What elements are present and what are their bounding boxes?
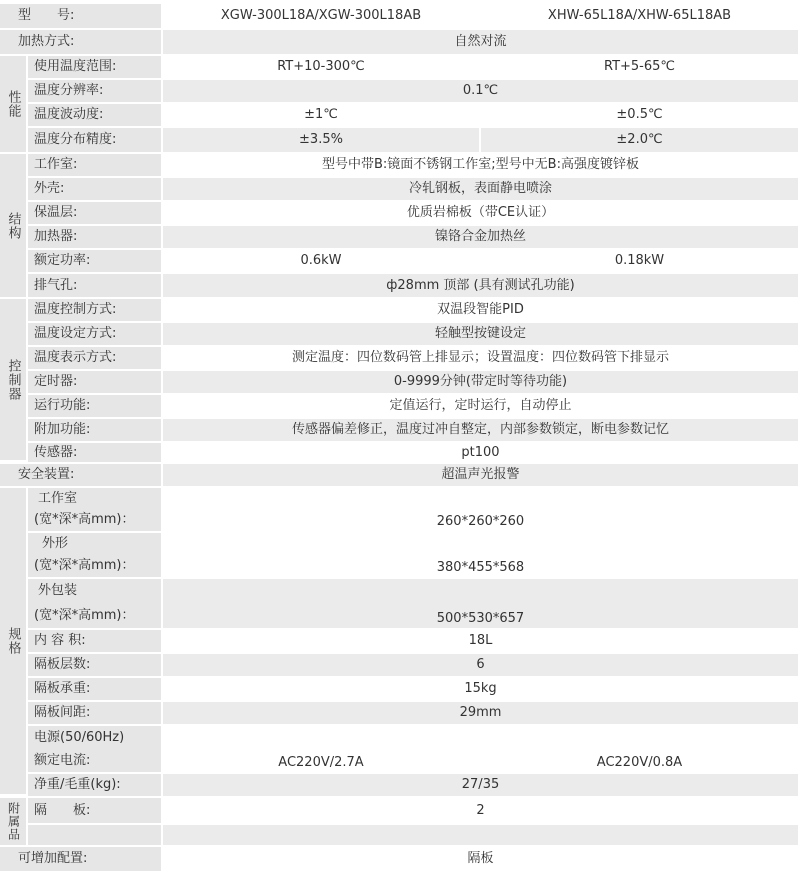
package-size-label: 外包装 (宽*深*高mm)： — [28, 579, 161, 628]
optional-value: 隔板 — [163, 847, 798, 871]
accessory-empty-label — [28, 825, 161, 845]
power-supply-label: 电源(50/60Hz) 额定电流: — [28, 726, 161, 772]
outer-size-value: 380*455*568 — [163, 533, 798, 577]
model-label: 型 号: — [0, 4, 161, 28]
vent-label: 排气孔: — [28, 274, 161, 297]
heating-value: 自然对流 — [163, 30, 798, 54]
accessory-shelf-value: 2 — [163, 798, 798, 823]
controller-category: 控制器 — [0, 299, 26, 460]
heater-value: 镍铬合金加热丝 — [163, 226, 798, 248]
fluctuation-a: ±1℃ — [163, 104, 479, 126]
outer-size-label: 外形 (宽*深*高mm)： — [28, 533, 161, 577]
shell-label: 外壳: — [28, 178, 161, 200]
uniformity-b: ±2.0℃ — [481, 128, 798, 152]
spacing-value: 29mm — [163, 702, 798, 724]
accessory-empty-value — [163, 825, 798, 845]
volume-value: 18L — [163, 630, 798, 652]
safety-label: 安全装置: — [0, 464, 161, 486]
resolution-value: 0.1℃ — [163, 80, 798, 102]
accessories-category: 附属品 — [0, 798, 26, 845]
fluctuation-label: 温度波动度: — [28, 104, 161, 126]
fluctuation-b: ±0.5℃ — [481, 104, 798, 126]
power-b: 0.18kW — [481, 250, 798, 272]
power-supply-a: AC220V/2.7A — [163, 726, 479, 772]
spacing-label: 隔板间距: — [28, 702, 161, 724]
temp-range-b: RT+5-65℃ — [481, 56, 798, 78]
uniformity-a: ±3.5% — [163, 128, 479, 152]
timer-label: 定时器: — [28, 371, 161, 393]
power-supply-b: AC220V/0.8A — [481, 726, 798, 772]
chamber-value: 型号中带B:镜面不锈钢工作室;型号中无B:高强度镀锌板 — [163, 154, 798, 176]
timer-value: 0-9999分钟(带定时等待功能) — [163, 371, 798, 393]
control-mode-value: 双温段智能PID — [163, 299, 798, 321]
power-label: 额定功率: — [28, 250, 161, 272]
load-value: 15kg — [163, 678, 798, 700]
sensor-label: 传感器: — [28, 443, 161, 462]
set-mode-label: 温度设定方式: — [28, 323, 161, 345]
spec-category: 规格 — [0, 488, 26, 794]
weight-label: 净重/毛重(kg): — [28, 774, 161, 796]
display-mode-label: 温度表示方式: — [28, 347, 161, 369]
heating-label: 加热方式: — [0, 30, 161, 54]
weight-value: 27/35 — [163, 774, 798, 796]
structure-category: 结构 — [0, 154, 26, 297]
operation-value: 定值运行，定时运行，自动停止 — [163, 395, 798, 417]
package-size-value: 500*530*657 — [163, 579, 798, 628]
resolution-label: 温度分辨率: — [28, 80, 161, 102]
temp-range-a: RT+10-300℃ — [163, 56, 479, 78]
display-mode-value: 测定温度：四位数码管上排显示；设置温度：四位数码管下排显示 — [163, 347, 798, 369]
control-mode-label: 温度控制方式: — [28, 299, 161, 321]
model-a: XGW-300L18A/XGW-300L18AB — [163, 4, 479, 28]
extra-label: 附加功能: — [28, 419, 161, 441]
heater-label: 加热器: — [28, 226, 161, 248]
uniformity-label: 温度分布精度: — [28, 128, 161, 152]
operation-label: 运行功能: — [28, 395, 161, 417]
load-label: 隔板承重: — [28, 678, 161, 700]
insulation-value: 优质岩棉板（带CE认证） — [163, 202, 798, 224]
vent-value: ф28mm 顶部 (具有测试孔功能) — [163, 274, 798, 297]
shell-value: 冷轧钢板，表面静电喷涂 — [163, 178, 798, 200]
sensor-value: pt100 — [163, 443, 798, 462]
insulation-label: 保温层: — [28, 202, 161, 224]
shelves-value: 6 — [163, 654, 798, 676]
performance-category: 性能 — [0, 56, 26, 152]
extra-value: 传感器偏差修正，温度过冲自整定，内部参数锁定，断电参数记忆 — [163, 419, 798, 441]
inner-size-value: 260*260*260 — [163, 488, 798, 531]
accessory-shelf-label: 隔 板: — [28, 798, 161, 823]
volume-label: 内 容 积: — [28, 630, 161, 652]
model-b: XHW-65L18A/XHW-65L18AB — [481, 4, 798, 28]
shelves-label: 隔板层数: — [28, 654, 161, 676]
set-mode-value: 轻触型按键设定 — [163, 323, 798, 345]
safety-value: 超温声光报警 — [163, 464, 798, 486]
temp-range-label: 使用温度范围: — [28, 56, 161, 78]
optional-label: 可增加配置: — [0, 847, 161, 871]
power-a: 0.6kW — [163, 250, 479, 272]
chamber-label: 工作室: — [28, 154, 161, 176]
inner-size-label: 工作室 (宽*深*高mm)： — [28, 488, 161, 531]
